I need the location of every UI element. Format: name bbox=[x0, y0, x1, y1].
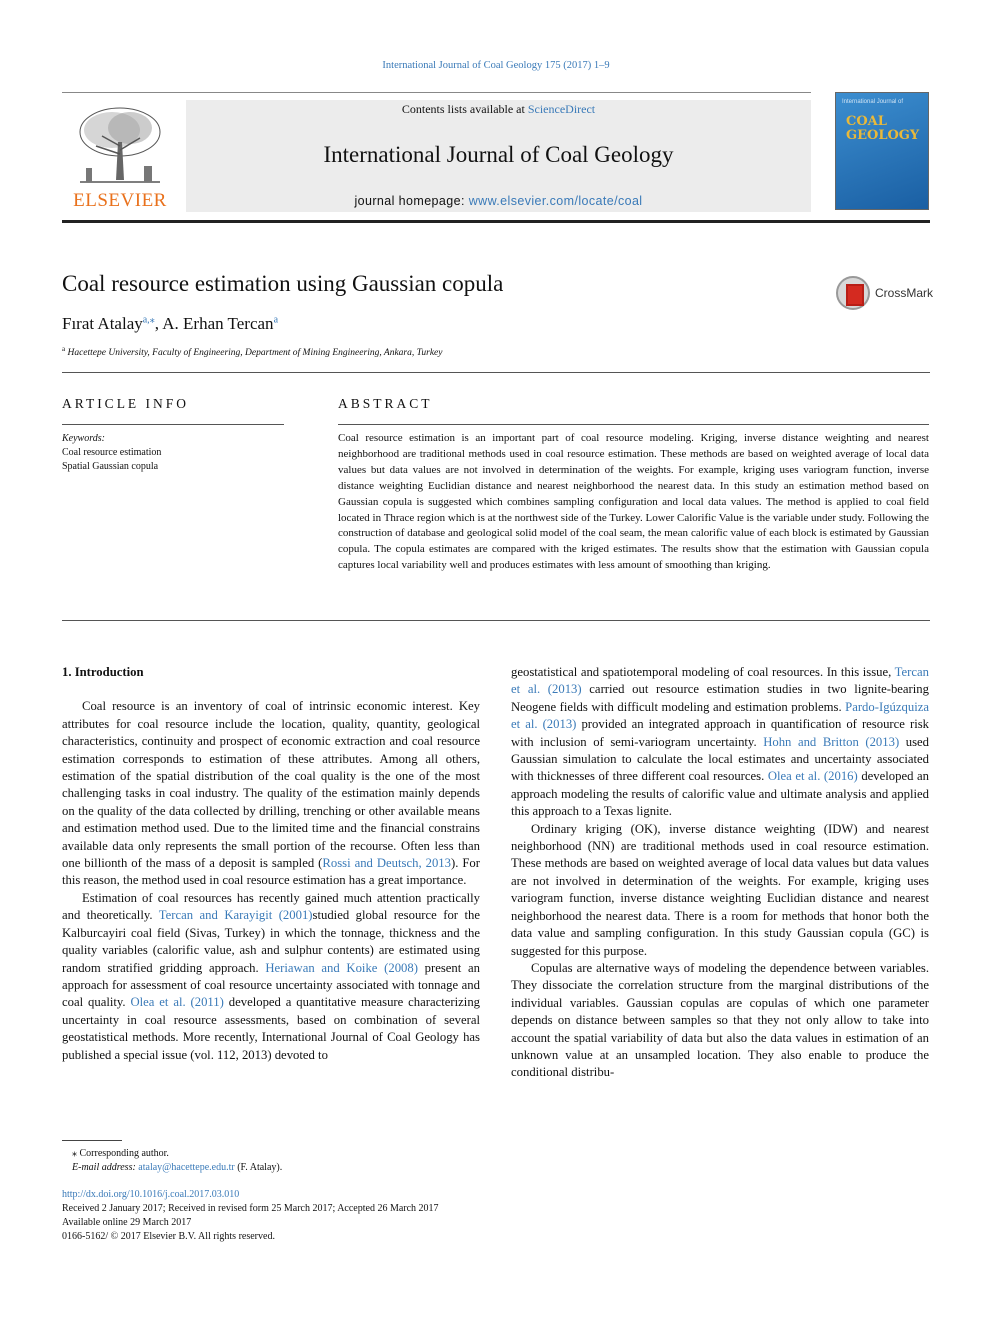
homepage-link[interactable]: www.elsevier.com/locate/coal bbox=[468, 194, 643, 208]
abstract-text: Coal resource estimation is an important part of coal resource modeling. Kriging, inverse distance weighting and nearest neighborhood are traditional methods used in coal resource estimation. These methods are based on weighted average of local data values but data values are not involved in determination of the weights. For example, kriging uses variogram function, inverse distance weighting Euclidian distance and nearest neighborhood the nearest data. In this study an estimation method based on Gaussian copula is suggested which combines sampling configuration and local data values. The method is applied to coal field located in Thrace region which is at the northwest side of the Turkey. Lower Calorific Value is the variable under study. Following the construction of database and geological solid model of the coal seam, the mean calorific value of each block is estimated by Gaussian copula. The copula estimates are compared with the kriged estimates. The results show that the estimation with Gaussian copula captures local variability well and produces estimates with less amount of smoothing than kriging. bbox=[338, 432, 929, 572]
received-dates: Received 2 January 2017; Received in revised form 25 March 2017; Accepted 26 March 2017 bbox=[62, 1203, 439, 1214]
journal-title: International Journal of Coal Geology bbox=[323, 142, 674, 167]
abstract-divider bbox=[62, 620, 930, 621]
keyword: Spatial Gaussian copula bbox=[62, 461, 159, 472]
corresponding-author-mark[interactable]: ⁎ bbox=[149, 314, 155, 326]
author-affiliation-mark[interactable]: a bbox=[273, 314, 279, 326]
paragraph: Coal resource is an inventory of coal of intrinsic economic interest. Key attributes for coal resource include the location, quality, quantity, geological characteristics, continuity and prospect of economic extraction and coal resource estimation corresponds to estimation of these attributes. Among all others, estimation of the spatial distribution of the coal quality is the one of the most challenging tasks in coal industry. The quality of the estimation mainly depends on the quality of the data collected by drilling, trenching or other available means and estimation method used. Due to the limited time and the financial constrains available data only represents the small portion of the recourse. Often less than one billionth of the mass of a deposit is sampled (Rossi and Deutsch, 2013). For this reason, the method used in coal resource estimation has a great importance. bbox=[62, 699, 480, 888]
contents-line: Contents lists available at ScienceDirect bbox=[401, 102, 596, 116]
doi-link[interactable]: http://dx.doi.org/10.1016/j.coal.2017.03.010 bbox=[62, 1189, 240, 1200]
citation-link[interactable]: Tercan et al. (2013) bbox=[511, 665, 929, 697]
keyword: Coal resource estimation bbox=[62, 447, 162, 458]
article-title: Coal resource estimation using Gaussian copula bbox=[62, 271, 504, 296]
section-heading: 1. Introduction bbox=[62, 665, 144, 679]
available-online: Available online 29 March 2017 bbox=[62, 1217, 192, 1228]
keywords-block bbox=[62, 432, 292, 474]
footnote: ⁎ Corresponding author. E-mail address: atalay@hacettepe.edu.tr (F. Atalay). bbox=[72, 1148, 283, 1173]
body-left-column bbox=[62, 664, 480, 1064]
abstract-heading: ABSTRACT bbox=[338, 396, 433, 411]
journal-citation-line[interactable]: International Journal of Coal Geology 175 (2017) 1–9 bbox=[382, 60, 610, 71]
paragraph: Estimation of coal resources has recently gained much attention practically and theoretically. Tercan and Karayigit (2001)studied global resource for the Kalburcayiri coal field (Sivas, Turkey) in which the tonnage, thickness and the quality variables (calorific value, ash and sulphur contents) are estimated using random stratified gridding approach. Heriawan and Koike (2008) present an approach for assessment of coal resource uncertainty associated with tonnage and coal quality. Olea et al. (2011) developed a quantitative measure characterizing uncertainty in coal resource assessments, based on combination of several geostatistical methods. More recently, International Journal of Coal Geology has published a special issue (vol. 112, 2013) devoted to bbox=[62, 890, 481, 1062]
crossmark-badge[interactable] bbox=[836, 276, 936, 310]
article-info-rule bbox=[62, 424, 284, 425]
cover-title: COAL GEOLOGY bbox=[846, 114, 920, 143]
elsevier-wordmark: ELSEVIER bbox=[73, 190, 167, 211]
body-right-column bbox=[511, 664, 929, 1082]
masthead-rule bbox=[62, 220, 930, 223]
paragraph: geostatistical and spatiotemporal modeling of coal resources. In this issue, Tercan et al. (2013) carried out resource estimation studies in two lignite-bearing Neogene fields with difficult modeling and estimation problems. Pardo-Igúzquiza et al. (2013) provided an integrated approach in quantification of resource risk with inclusion of semi-variogram uncertainty. Hohn and Britton (2013) used Gaussian simulation to calculate the local estimates and uncertainty associated with thicknesses of three different coal resources. Olea et al. (2016) developed an approach modeling the results of calorific value and ultimate analysis and applied this approach to a Texas lignite. bbox=[511, 665, 930, 819]
author-separator: , bbox=[154, 314, 163, 333]
article-info-heading: ARTICLE INFO bbox=[62, 396, 190, 411]
elsevier-tree-icon bbox=[72, 102, 168, 188]
paragraph: Copulas are alternative ways of modeling the dependence between variables. They dissociate the correlation structure from the marginal distributions of the individual variables. Gaussian copulas are copulas of which one parameter depends on distance between samples so that they not only allow to take into account the spatial variability of data but also the data values in estimation of an unknown value at an unsampled location. They also enable to produce the conditional distribu- bbox=[511, 960, 929, 1080]
citation-link[interactable]: Olea et al. (2016) bbox=[767, 769, 858, 784]
cover-small-text: International Journal of bbox=[842, 99, 904, 105]
elsevier-logo[interactable] bbox=[62, 100, 178, 212]
paragraph: Ordinary kriging (OK), inverse distance weighting (IDW) and nearest neighborhood (NN) are traditional methods used in coal resource estimation. These methods are based on weighted average of local data values but data values are not involved in determination of the weights. For example, kriging uses variogram function, inverse distance weighting Euclidian distance and nearest neighborhood the nearest data. There is a room for methods that honor both the data value and sampling configuration. In this study Gaussian copula (GC) is suggested for this purpose. bbox=[511, 821, 929, 958]
affiliation: $^a$ Hacettepe University, Faculty of Engineering, Department of Mining Engineering, Ankara, Turkey bbox=[62, 345, 443, 359]
citation-link[interactable]: Olea et al. (2011) bbox=[130, 995, 224, 1010]
corresponding-star: ⁎ bbox=[72, 1148, 77, 1159]
corresponding-author-note: Corresponding author. bbox=[77, 1148, 169, 1159]
author-list bbox=[62, 314, 278, 334]
masthead-top-rule bbox=[62, 92, 811, 93]
crossmark-icon bbox=[836, 276, 870, 310]
citation-link[interactable]: Pardo-Igúzquiza et al. (2013) bbox=[511, 699, 929, 732]
sciencedirect-link[interactable]: ScienceDirect bbox=[527, 102, 596, 116]
footnote-rule bbox=[62, 1140, 122, 1141]
journal-homepage: journal homepage: www.elsevier.com/locate/coal bbox=[354, 194, 643, 208]
author-affiliation-mark[interactable]: a, bbox=[142, 314, 150, 326]
journal-cover-image[interactable] bbox=[835, 92, 929, 210]
citation-link[interactable]: Tercan and Karayigit (2001) bbox=[158, 908, 313, 923]
affiliation-mark: a bbox=[62, 345, 66, 353]
publication-info bbox=[62, 1188, 662, 1244]
author-name[interactable]: A. Erhan Tercan bbox=[162, 314, 274, 333]
citation-link[interactable]: Hohn and Britton (2013) bbox=[763, 734, 900, 749]
masthead-panel bbox=[186, 100, 811, 212]
citation-link[interactable]: Heriawan and Koike (2008) bbox=[265, 960, 418, 975]
author-name[interactable]: Fırat Atalay bbox=[62, 314, 143, 333]
crossmark-label: CrossMark bbox=[875, 286, 934, 300]
abstract-rule bbox=[338, 424, 929, 425]
header-divider bbox=[62, 372, 930, 373]
keywords-label: Keywords: bbox=[62, 433, 105, 444]
email-link[interactable]: atalay@hacettepe.edu.tr bbox=[138, 1162, 235, 1173]
copyright: 0166-5162/ © 2017 Elsevier B.V. All rights reserved. bbox=[62, 1231, 275, 1242]
citation-link[interactable]: Rossi and Deutsch, 2013 bbox=[322, 856, 451, 871]
email-label: E-mail address: bbox=[72, 1162, 136, 1173]
